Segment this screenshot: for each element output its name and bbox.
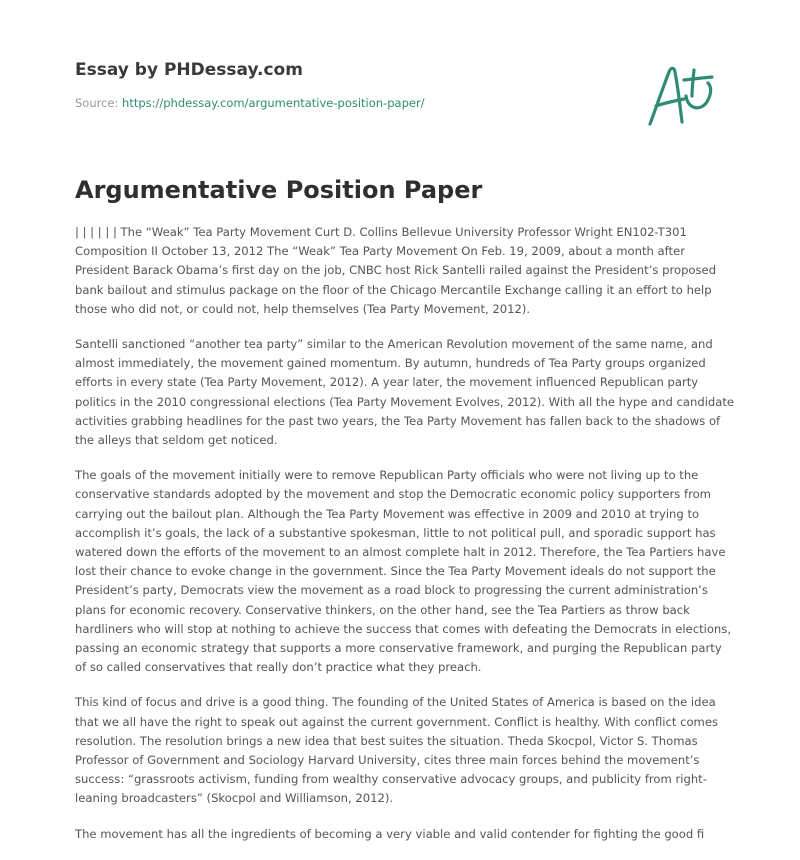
brand-title: Essay by PHDessay.com xyxy=(75,60,303,80)
page-title: Argumentative Position Paper xyxy=(75,176,483,204)
source-line xyxy=(75,94,635,112)
document-header xyxy=(75,58,635,112)
source-label: Source: xyxy=(75,96,119,110)
essay-paragraph: The goals of the movement initially were to remove Republican Party officials who were not living up to the conservative standards adopted by the movement and stop the Democratic economic policy supporters from carrying out the bailout plan. Although the Tea Party Movement was effective in 2009 and 2010 at trying to accomplish it’s goals, the lack of a substantive spokesman, little to not political pull, and sporadic support has watered down the efforts of the movement to an almost complete halt in 2012. Therefore, the Tea Partiers have lost their chance to evoke change in the government. Since the Tea Party Movement ideals do not support the President’s party, Democrats view the movement as a road block to progressing the current administration’s plans for economic recovery. Conservative thinkers, on the other hand, see the Tea Partiers as throw back hardliners who will stop at nothing to achieve the success that comes with defeating the Democrats in elections, passing an economic strategy that supports a more conservative framework, and purging the Republican party of so called conservatives that really don’t practice what they preach. xyxy=(75,468,731,675)
essay-body xyxy=(75,223,735,860)
a-plus-logo-icon xyxy=(642,50,732,135)
essay-paragraph: | | | | | | The “Weak” Tea Party Movement Curt D. Collins Bellevue University Professor Wright EN102-T301 Composition II October 13, 2012 The “Weak” Tea Party Movement On Feb. 19, 2009, about a month after President Barack Obama’s first day on the job, CNBC host Rick Santelli railed against the President’s proposed bank bailout and stimulus package on the floor of the Chicago Mercantile Exchange calling it an effort to help those who did not, or could not, help themselves (Tea Party Movement, 2012). xyxy=(75,225,717,316)
essay-paragraph: Santelli sanctioned “another tea party” similar to the American Revolution movement of the same name, and almost immediately, the movement gained momentum. By autumn, hundreds of Tea Party groups organized efforts in every state (Tea Party Movement, 2012). A year later, the movement influenced Republican party politics in the 2010 congressional elections (Tea Party Movement Evolves, 2012). With all the hype and candidate activities grabbing headlines for the past two years, the Tea Party Movement has fallen back to the shadows of the alleys that seldom get noticed. xyxy=(75,337,735,448)
a-plus-logo-svg xyxy=(642,50,732,135)
essay-paragraph: The movement has all the ingredients of becoming a very viable and valid contender for fighting the good fi xyxy=(75,826,705,841)
source-link[interactable]: https://phdessay.com/argumentative-position-paper/ xyxy=(122,96,425,110)
essay-paragraph: This kind of focus and drive is a good thing. The founding of the United States of America is based on the idea that we all have the right to speak out against the current government. Conflict is healthy. With conflict comes resolution. The resolution brings a new idea that best suites the situation. Theda Skocpol, Victor S. Thomas Professor of Government and Sociology Harvard University, cites three main forces behind the movement’s success: “grassroots activism, funding from wealthy conservative advocacy groups, and publicity from right-leaning broadcasters” (Skocpol and Williamson, 2012). xyxy=(75,695,719,806)
